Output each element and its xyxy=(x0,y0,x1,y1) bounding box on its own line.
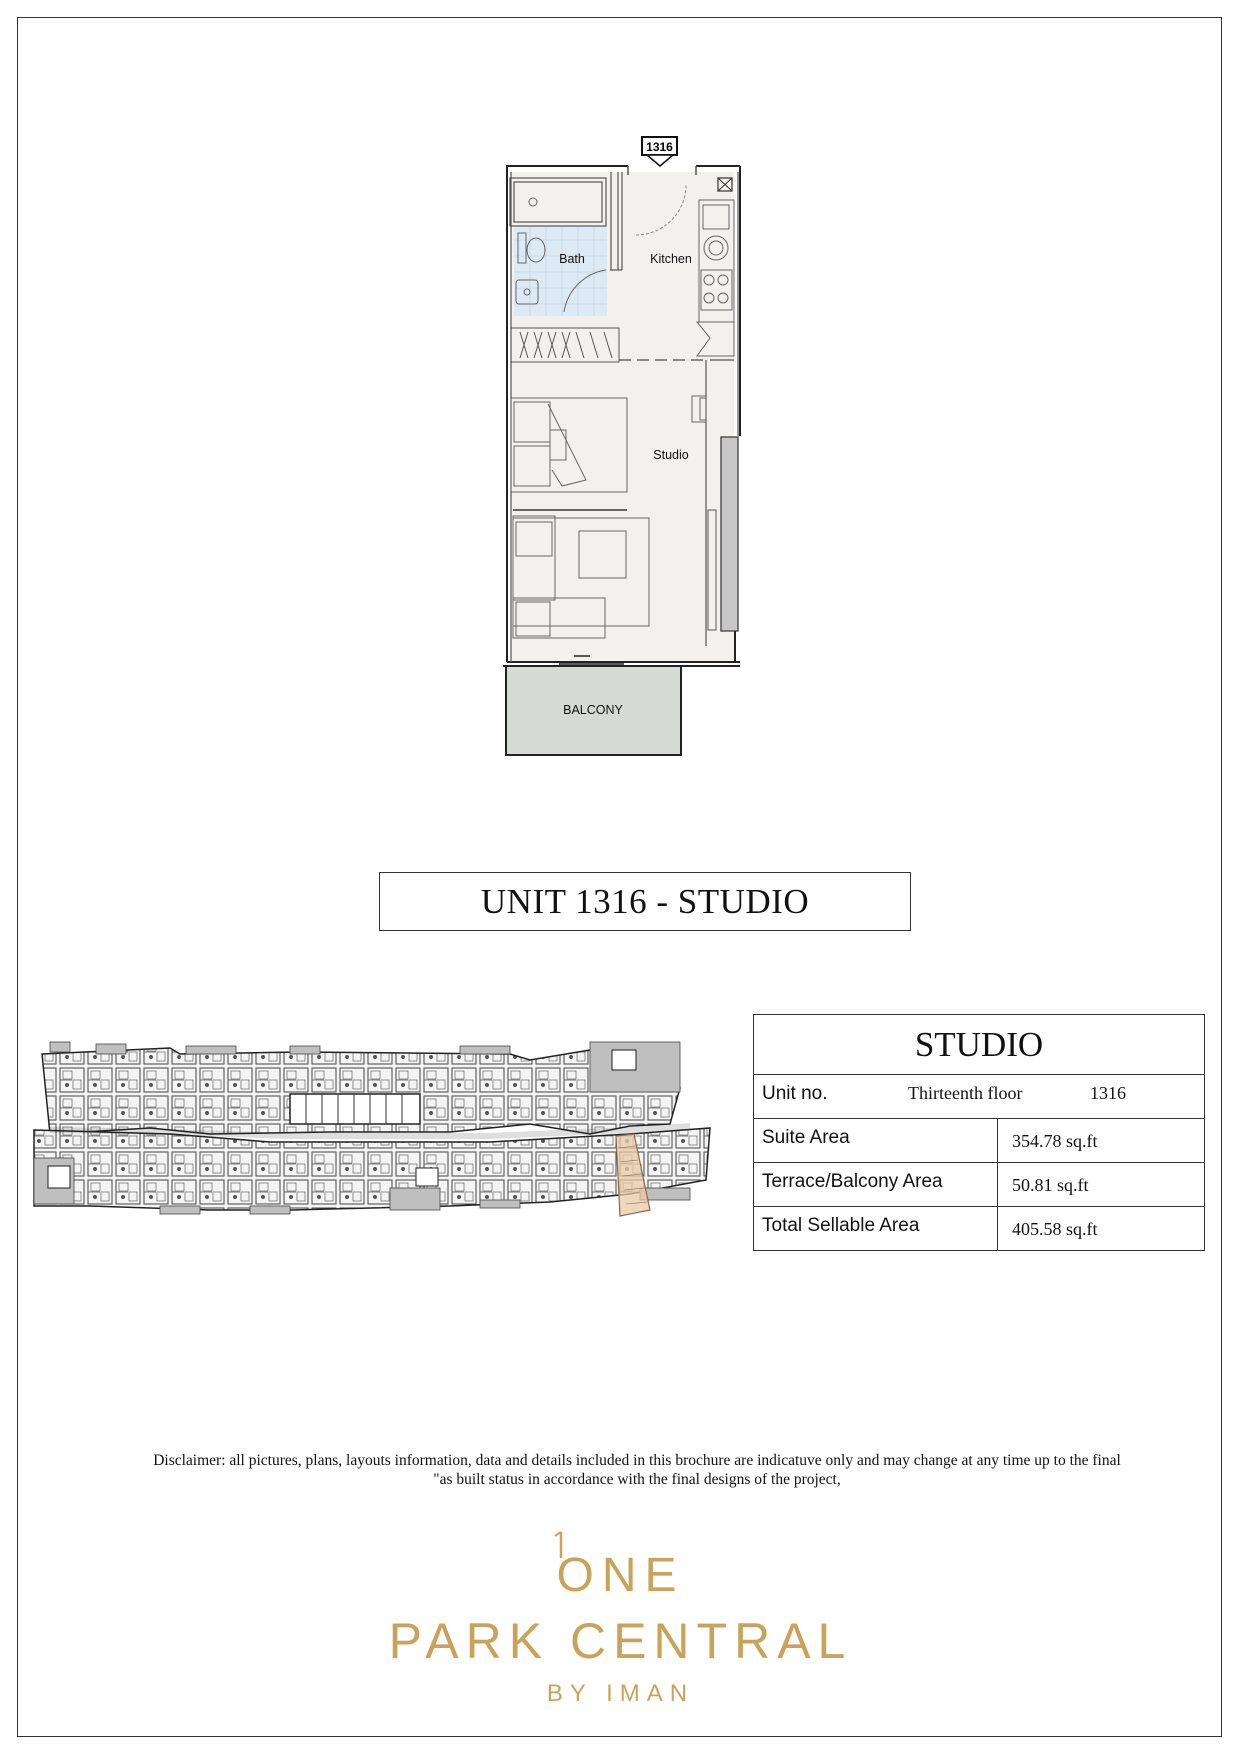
key-floor-plan xyxy=(30,1038,720,1224)
spec-row-terrace xyxy=(754,1163,1204,1207)
logo-one: ONE xyxy=(556,1549,685,1602)
floor-value: Thirteenth floor xyxy=(908,1083,1023,1103)
room-label-studio: Studio xyxy=(653,448,689,462)
room-label-balcony: BALCONY xyxy=(563,703,623,717)
window-panel xyxy=(721,437,738,631)
logo-by-iman: BY IMAN xyxy=(546,1680,695,1707)
spec-table xyxy=(753,1014,1205,1251)
spec-row-suite-area xyxy=(754,1119,1204,1163)
room-label-kitchen: Kitchen xyxy=(650,252,692,266)
unit-title xyxy=(379,872,911,931)
disclaimer-line-1: Disclaimer: all pictures, plans, layouts information, data and details included in this brochure are indicatuve only and may change at any time up to the final xyxy=(153,1452,1121,1469)
unit-no-label: Unit no. xyxy=(762,1083,828,1104)
bath-tiles xyxy=(514,226,607,316)
unit-floor-plan xyxy=(0,0,1241,800)
spec-row-total xyxy=(754,1207,1204,1251)
total-value: 405.58 sq.ft xyxy=(1012,1219,1098,1239)
unit-title-text: UNIT 1316 - STUDIO xyxy=(480,881,810,921)
suite-area-label: Suite Area xyxy=(762,1127,850,1148)
logo-park-central: PARK CENTRAL xyxy=(388,1613,853,1669)
suite-area-value: 354.78 sq.ft xyxy=(1012,1131,1098,1151)
unit-marker xyxy=(642,137,677,166)
room-label-bath: Bath xyxy=(559,252,585,266)
spec-heading: STUDIO xyxy=(754,1015,1204,1075)
unit-no-value: 1316 xyxy=(1090,1083,1126,1103)
total-label: Total Sellable Area xyxy=(762,1215,920,1236)
unit-marker-label: 1316 xyxy=(646,140,673,154)
terrace-label: Terrace/Balcony Area xyxy=(762,1171,943,1192)
spec-row-unit xyxy=(754,1075,1204,1119)
terrace-value: 50.81 sq.ft xyxy=(1012,1175,1089,1195)
disclaimer-line-2: "as built status in accordance with the final designs of the project, xyxy=(433,1471,841,1488)
disclaimer xyxy=(60,1451,1214,1489)
